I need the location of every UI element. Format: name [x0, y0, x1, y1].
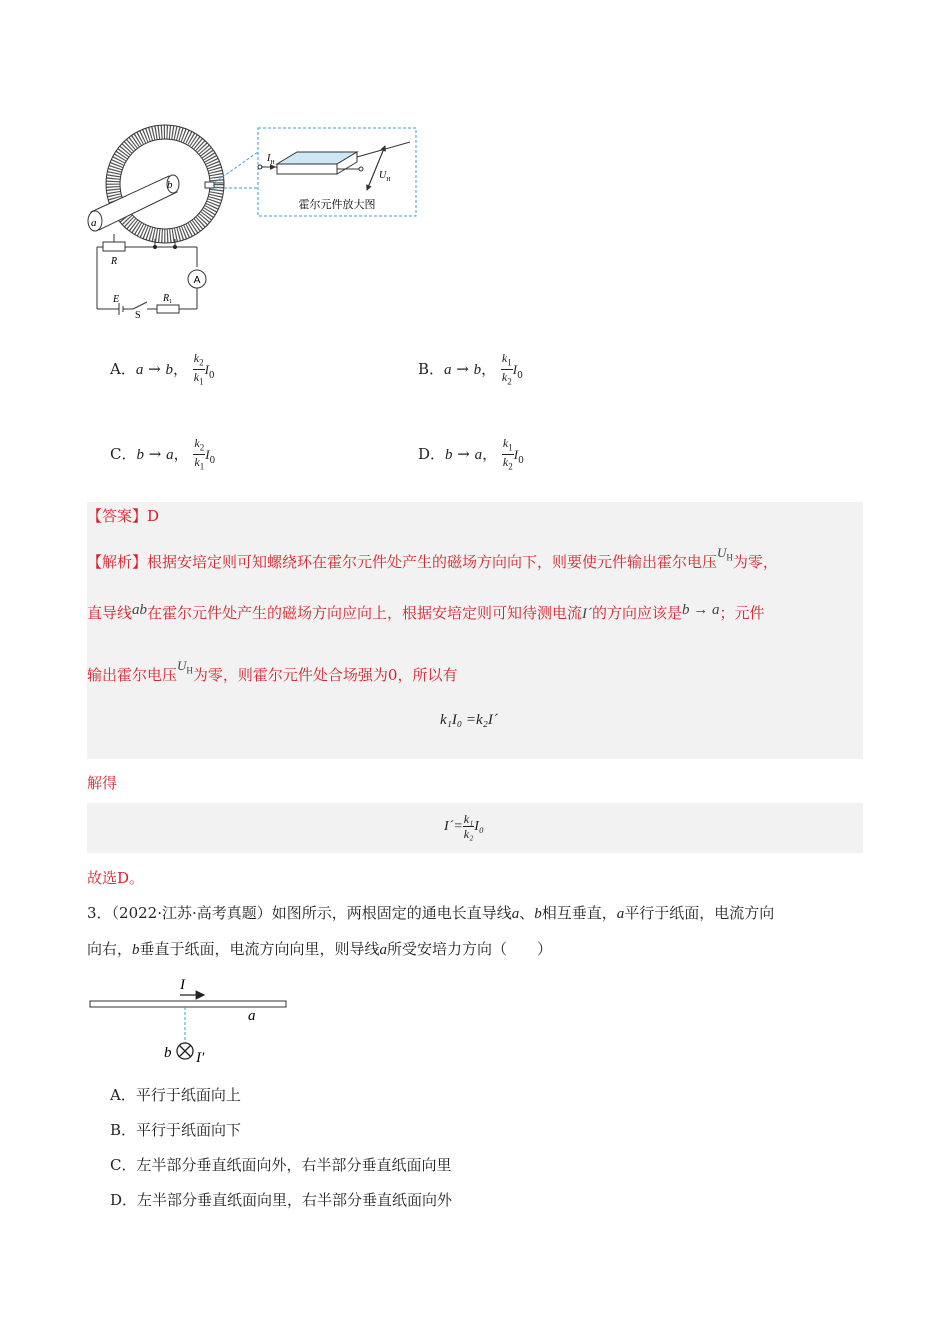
hall-chip	[205, 182, 214, 188]
equation-1: k₁I₀ =k₂I´	[440, 712, 498, 728]
label-I: I	[180, 977, 185, 993]
q3-option-b[interactable]: B．平行于纸面向下	[110, 1121, 242, 1139]
fraction: $\frac{k_2}{k_1}$	[194, 436, 205, 472]
q3-option-d[interactable]: D．左半部分垂直纸面向里，右半部分垂直纸面向外	[110, 1191, 453, 1209]
label-a: a	[248, 1008, 256, 1024]
fraction: $\frac{k_1}{k_2}$	[502, 436, 513, 472]
option-d[interactable]: D．b → a， $\frac{k_1}{k_2}$ $I_0$	[418, 436, 524, 472]
option-b[interactable]: B．a → b， $\frac{k_1}{k_2}$ $I_0$	[418, 351, 523, 387]
label-IH: $I_H$	[267, 153, 275, 166]
hall-effect-figure	[85, 122, 425, 322]
label-b: b	[167, 179, 173, 191]
q3-line-2: 向右，b垂直于纸面，电流方向向里，则导线a所受安培力方向（ ）	[87, 940, 553, 958]
label-I-prime: I′	[196, 1050, 205, 1065]
label-UH: $U_H$	[379, 170, 391, 183]
wire-a	[90, 1001, 286, 1007]
wires-figure	[88, 975, 293, 1065]
analysis-line-2: 直导线ab在霍尔元件处产生的磁场方向应向上，根据安培定则可知待测电流I´的方向应该是b → a；元件	[87, 602, 765, 622]
solve-label: 解得	[87, 774, 118, 792]
conclusion: 故选D。	[87, 869, 145, 887]
ammeter-label: A	[193, 275, 201, 286]
straight-wire-rod	[88, 175, 179, 231]
label-R: R	[111, 256, 118, 267]
fraction: $\frac{k_2}{k_1}$	[193, 351, 204, 387]
analysis-line-1: 【解析】根据安培定则可知螺绕环在霍尔元件处产生的磁场方向向下，则要使元件输出霍尔电压$U_H$为零，	[87, 545, 778, 571]
wire-b-into-page-icon	[177, 1043, 193, 1059]
label-a: a	[91, 217, 97, 229]
q3-option-a[interactable]: A．平行于纸面向上	[110, 1086, 241, 1104]
q3-line-1: 3．（2022·江苏·高考真题）如图所示，两根固定的通电长直导线a、b相互垂直，a平行于纸面，电流方向	[87, 904, 775, 922]
label-R1: $R_1$	[163, 293, 173, 305]
q3-option-c[interactable]: C．左半部分垂直纸面向外，右半部分垂直纸面向里	[110, 1156, 452, 1174]
answer-line: 【答案】D	[87, 507, 160, 525]
analysis-line-3: 输出霍尔电压$U_H$为零，则霍尔元件处合场强为0，所以有	[87, 658, 458, 684]
zoom-caption: 霍尔元件放大图	[298, 198, 376, 211]
label-S: S	[135, 310, 141, 321]
fraction: $\frac{k_1}{k_2}$	[501, 351, 512, 387]
option-c[interactable]: C．b → a， $\frac{k_2}{k_1}$ $I_0$	[110, 436, 216, 472]
label-b: b	[164, 1045, 172, 1061]
label-E: E	[113, 294, 120, 305]
equation-2: I´= $\frac{\text{k₁}}{\text{k₂}}$ I₀	[444, 812, 484, 841]
option-a[interactable]: A．a → b， $\frac{k_2}{k_1}$ $I_0$	[110, 351, 215, 387]
